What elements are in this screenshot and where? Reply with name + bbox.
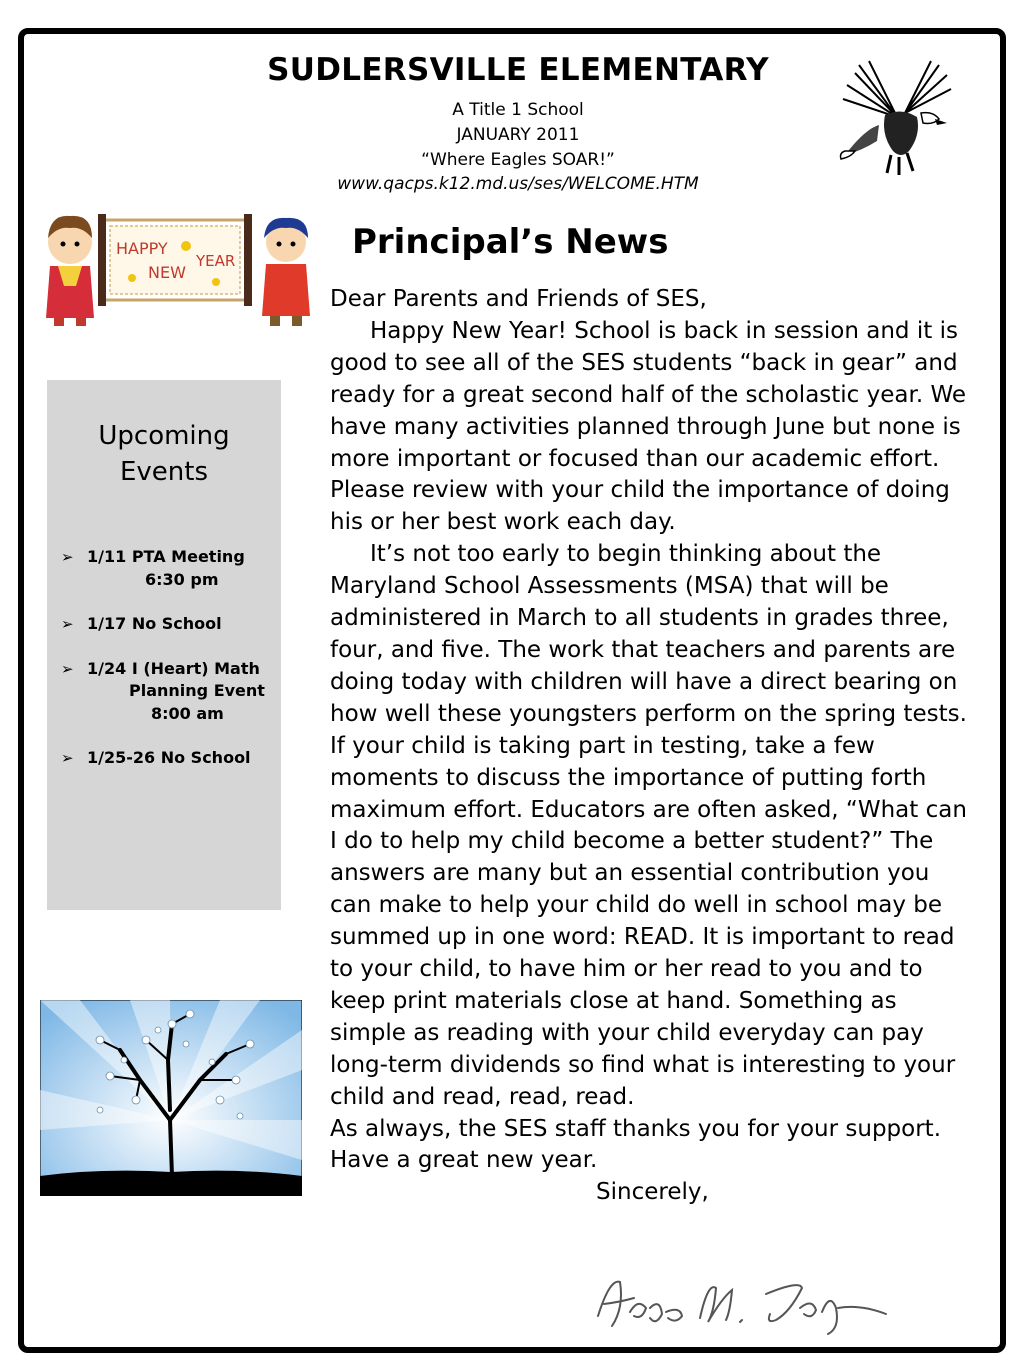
letter-paragraph: As always, the SES staff thanks you for your support. Have a great new year. (330, 1115, 942, 1174)
letter-closing: Sincerely, (596, 1179, 709, 1206)
letter-paragraph: Happy New Year! School is back in session and it is good to see all of the SES students “back in gear” and ready for a great second half of the scholastic year. We have many activities planned through June but none is more important or focused than our academic effort. Please review with your child the importance of doing his or her best work each day. (330, 317, 967, 536)
banner-happy: HAPPY (116, 239, 168, 258)
winter-tree-icon (40, 1000, 302, 1196)
banner-new: NEW (148, 263, 186, 282)
events-title: Upcoming Events (98, 421, 230, 487)
principal-letter (330, 284, 970, 1209)
letter-paragraph: It’s not too early to begin thinking about the Maryland School Assessments (MSA) that will be administered in March to all students in grades three, four, and five. The work that teachers and parents are doing today with children will have a direct bearing on how well these youngsters perform on the spring tests. If your child is taking part in testing, take a few moments to discuss the importance of putting forth maximum effort. Educators are often asked, “What can I do to help my child become a better student?” The answers are many but an essential contribution you can make to help your child do well in school may be summed up in one word: READ. It is important to read to your child, to have him or her read to you and to keep print materials close at hand. Something as simple as reading with your child everyday can pay long-term dividends so find what is interesting to your child and read, read, read. (330, 541, 967, 1110)
arrow-bullet-icon: ➢ (61, 615, 74, 633)
upcoming-events-panel (47, 380, 281, 910)
motto-line: “Where Eagles SOAR!” (421, 150, 615, 170)
event-item: ➢ 1/25-26 No School (61, 747, 281, 770)
arrow-bullet-icon: ➢ (61, 548, 74, 566)
principal-news-title: Principal’s News (352, 222, 669, 262)
event-item: ➢ 1/17 No School (61, 613, 281, 636)
arrow-bullet-icon: ➢ (61, 749, 74, 767)
event-item: ➢ 1/24 I (Heart) Math Planning Event 8:00 am (61, 658, 265, 723)
events-list (61, 546, 281, 792)
signature-icon (590, 1268, 890, 1338)
title1-line: A Title 1 School (452, 100, 584, 120)
eagle-icon (835, 55, 955, 183)
arrow-bullet-icon: ➢ (61, 659, 74, 678)
banner-year: YEAR (196, 252, 236, 270)
event-item: ➢ 1/11 PTA Meeting 6:30 pm (61, 547, 245, 589)
date-line: JANUARY 2011 (456, 125, 580, 145)
happy-new-year-icon (36, 208, 326, 333)
website-url: www.qacps.k12.md.us/ses/WELCOME.HTM (337, 174, 699, 194)
letter-greeting: Dear Parents and Friends of SES, (330, 286, 707, 312)
school-name: SUDLERSVILLE ELEMENTARY (267, 52, 769, 88)
